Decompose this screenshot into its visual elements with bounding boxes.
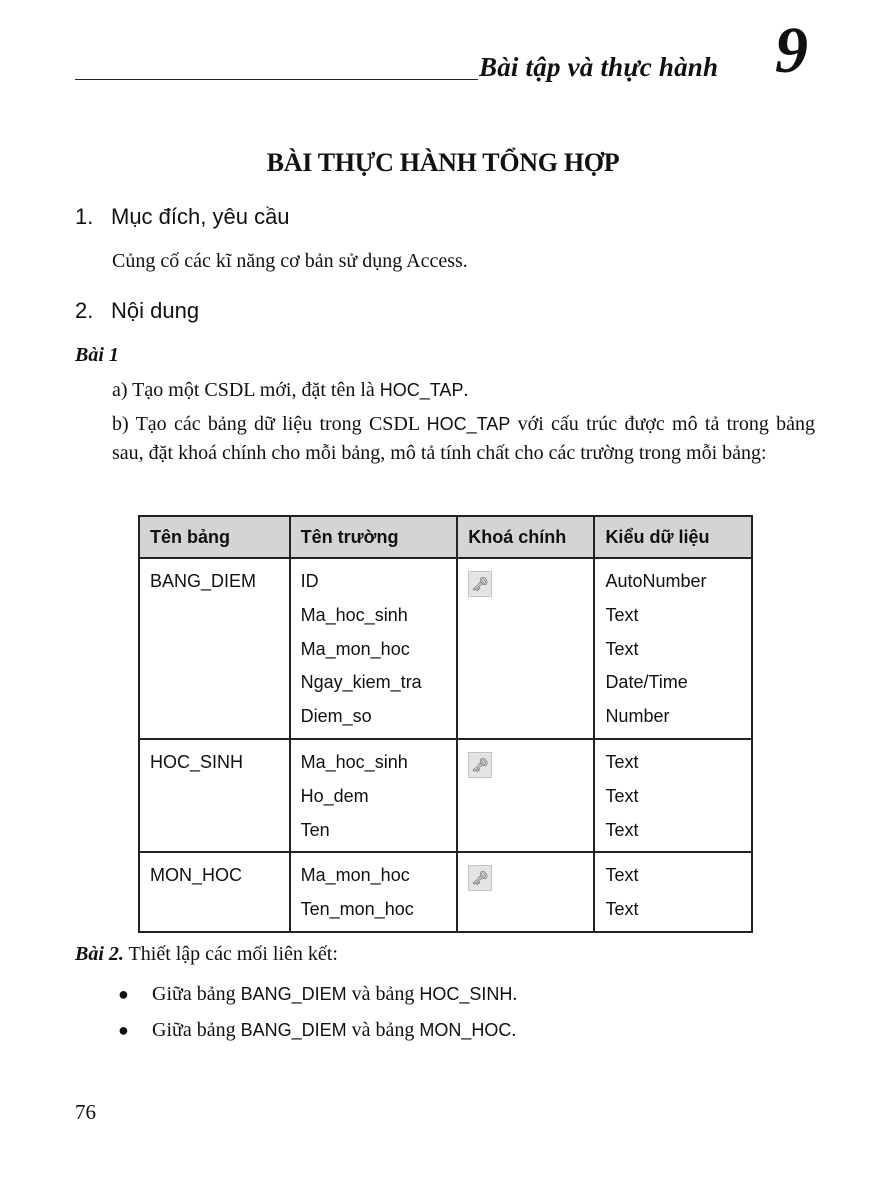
- section-1-text: Củng cố các kĩ năng cơ bản sử dụng Access.: [112, 250, 468, 272]
- primary-key-cell: [457, 852, 594, 932]
- section-2-heading: [75, 298, 199, 324]
- field-name: Ten_mon_hoc: [300, 899, 414, 920]
- item-text: và bảng: [346, 983, 420, 1005]
- field-name: Ngay_kiem_tra: [300, 672, 422, 693]
- bullet-icon: ●: [118, 984, 129, 1004]
- field-name: Ma_hoc_sinh: [300, 751, 408, 772]
- table-row: [139, 558, 752, 739]
- exercise-1b-text-start: b) Tạo các bảng dữ liệu trong CSDL: [112, 413, 427, 435]
- key-icon: 🗝︎: [468, 752, 492, 778]
- item-text: và bảng: [346, 1019, 420, 1041]
- section-2-number: 2.: [75, 298, 94, 323]
- table-name: HOC_SINH: [150, 751, 244, 772]
- field-list-cell: [290, 558, 458, 739]
- exercise-1a-end: .: [463, 379, 469, 401]
- field-name: Ma_hoc_sinh: [300, 604, 408, 625]
- chapter-number: 9: [775, 14, 808, 87]
- data-type: Text: [605, 638, 639, 659]
- table-name-cell: [139, 852, 290, 932]
- exercise-2-label: Bài 2.: [75, 943, 124, 965]
- data-type: Text: [605, 785, 639, 806]
- item-table-1: BANG_DIEM: [240, 1020, 347, 1040]
- item-table-2: MON_HOC: [419, 1020, 512, 1040]
- list-item: [118, 978, 517, 1014]
- exercise-1-label: Bài 1: [75, 344, 119, 366]
- table-name: BANG_DIEM: [150, 571, 257, 591]
- header-primary-key: Khoá chính: [457, 516, 594, 558]
- page-title: BÀI THỰC HÀNH TỔNG HỢP: [266, 148, 620, 177]
- data-type: AutoNumber: [605, 571, 707, 591]
- data-type: Text: [605, 865, 639, 886]
- bullet-icon: ●: [118, 1020, 129, 1040]
- header-field-name: Tên trường: [290, 516, 458, 558]
- item-table-1: BANG_DIEM: [240, 984, 347, 1004]
- field-name: Ma_mon_hoc: [300, 638, 410, 659]
- data-type-cell: [594, 558, 752, 739]
- item-text: Giữa bảng: [152, 1019, 241, 1041]
- field-name: Ma_mon_hoc: [300, 865, 410, 886]
- item-end: .: [511, 1019, 517, 1041]
- field-name: Diem_so: [300, 706, 372, 727]
- field-list-cell: [290, 739, 458, 852]
- exercise-1a: [112, 376, 468, 405]
- field-name: ID: [300, 571, 319, 591]
- data-type: Text: [605, 751, 639, 772]
- data-type: Date/Time: [605, 672, 688, 693]
- field-list-cell: [290, 852, 458, 932]
- header-table-name: Tên bảng: [139, 516, 290, 558]
- primary-key-cell: [457, 739, 594, 852]
- key-icon: 🗝︎: [468, 571, 492, 597]
- key-icon: 🗝︎: [468, 865, 492, 891]
- field-name: Ho_dem: [300, 785, 369, 806]
- table-row: [139, 852, 752, 932]
- database-name: HOC_TAP: [379, 380, 464, 400]
- header-data-type: Kiểu dữ liệu: [594, 516, 752, 558]
- exercise-1a-text: a) Tạo một CSDL mới, đặt tên là: [112, 379, 380, 401]
- item-end: .: [512, 983, 518, 1005]
- exercise-1b: [112, 410, 815, 468]
- data-type-cell: [594, 852, 752, 932]
- section-1-heading: [75, 204, 290, 230]
- chapter-header-title: Bài tập và thực hành: [479, 52, 719, 82]
- page-number: 76: [75, 1100, 96, 1124]
- data-type: Text: [605, 604, 639, 625]
- table-name: MON_HOC: [150, 865, 243, 886]
- exercise-2: [75, 940, 338, 969]
- data-type: Text: [605, 899, 639, 920]
- table-structure: [138, 515, 753, 933]
- relationship-list: [118, 978, 517, 1050]
- item-text: Giữa bảng: [152, 983, 241, 1005]
- field-name: Ten: [300, 819, 330, 840]
- table-row: [139, 739, 752, 852]
- primary-key-cell: [457, 558, 594, 739]
- database-name-inline: HOC_TAP: [426, 414, 511, 434]
- exercise-2-text: Thiết lập các mối liên kết:: [123, 943, 338, 965]
- table-name-cell: [139, 739, 290, 852]
- exercise-1b-text-end: với cấu trúc được mô tả trong bảng sau, đặt khoá chính cho mỗi bảng, mô tả tính chất cho các trường trong mỗi bảng:: [112, 413, 815, 464]
- section-1-number: 1.: [75, 204, 94, 229]
- data-type: Number: [605, 706, 670, 727]
- list-item: [118, 1014, 517, 1050]
- data-type-cell: [594, 739, 752, 852]
- header-rule: [75, 79, 478, 80]
- data-type: Text: [605, 819, 639, 840]
- table-name-cell: [139, 558, 290, 739]
- table-header-row: [139, 516, 752, 558]
- section-1-title: Mục đích, yêu cầu: [111, 204, 290, 229]
- item-table-2: HOC_SINH: [419, 984, 513, 1004]
- section-2-title: Nội dung: [111, 298, 200, 323]
